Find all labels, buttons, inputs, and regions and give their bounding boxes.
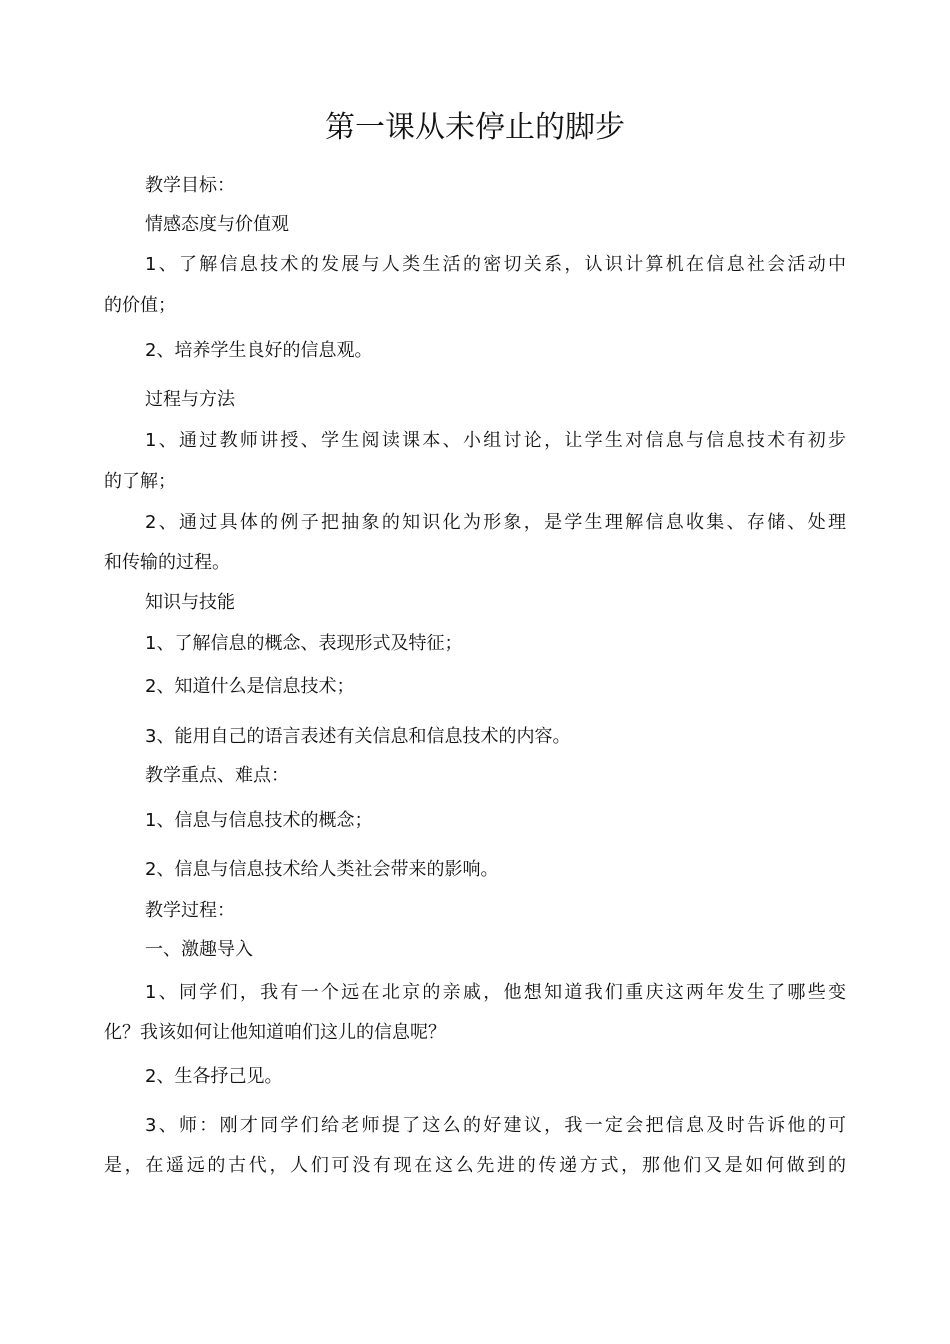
paragraph-line: 1、了解信息的概念、表现形式及特征； <box>145 633 463 654</box>
paragraph-line: 2、信息与信息技术给人类社会带来的影响。 <box>145 859 499 880</box>
paragraph-line: 1、信息与信息技术的概念； <box>145 810 373 831</box>
paragraph-line: 2、通过具体的例子把抽象的知识化为形象，是学生理解信息收集、存储、处理 <box>145 512 846 533</box>
subheading-intro: 一、激趣导入 <box>145 939 253 960</box>
paragraph-line: 和传输的过程。 <box>104 552 230 573</box>
paragraph-line: 2、培养学生良好的信息观。 <box>145 340 373 361</box>
paragraph-line: 2、知道什么是信息技术； <box>145 676 355 697</box>
paragraph-line: 2、生各抒己见。 <box>145 1066 283 1087</box>
paragraph-line: 3、师：刚才同学们给老师提了这么的好建议，我一定会把信息及时告诉他的可 <box>145 1115 846 1136</box>
paragraph-line: 的了解； <box>104 471 176 492</box>
paragraph-line: 1、了解信息技术的发展与人类生活的密切关系，认识计算机在信息社会活动中 <box>145 254 846 275</box>
section-heading-process: 教学过程： <box>145 900 235 921</box>
section-heading-key-points: 教学重点、难点： <box>145 765 289 786</box>
paragraph-line: 化？我该如何让他知道咱们这儿的信息呢？ <box>104 1022 446 1043</box>
subheading-attitude-values: 情感态度与价值观 <box>145 214 289 235</box>
paragraph-line: 的价值； <box>104 295 176 316</box>
paragraph-line: 1、通过教师讲授、学生阅读课本、小组讨论，让学生对信息与信息技术有初步 <box>145 430 846 451</box>
paragraph-line: 1、同学们，我有一个远在北京的亲戚，他想知道我们重庆这两年发生了哪些变 <box>145 982 846 1003</box>
paragraph-line: 3、能用自己的语言表述有关信息和信息技术的内容。 <box>145 726 571 747</box>
subheading-knowledge-skills: 知识与技能 <box>145 592 235 613</box>
paragraph-line: 是，在遥远的古代，人们可没有现在这么先进的传递方式，那他们又是如何做到的 <box>104 1155 846 1176</box>
page-title: 第一课从未停止的脚步 <box>325 110 625 145</box>
subheading-process-methods: 过程与方法 <box>145 389 235 410</box>
section-heading-objectives: 教学目标： <box>145 175 235 196</box>
